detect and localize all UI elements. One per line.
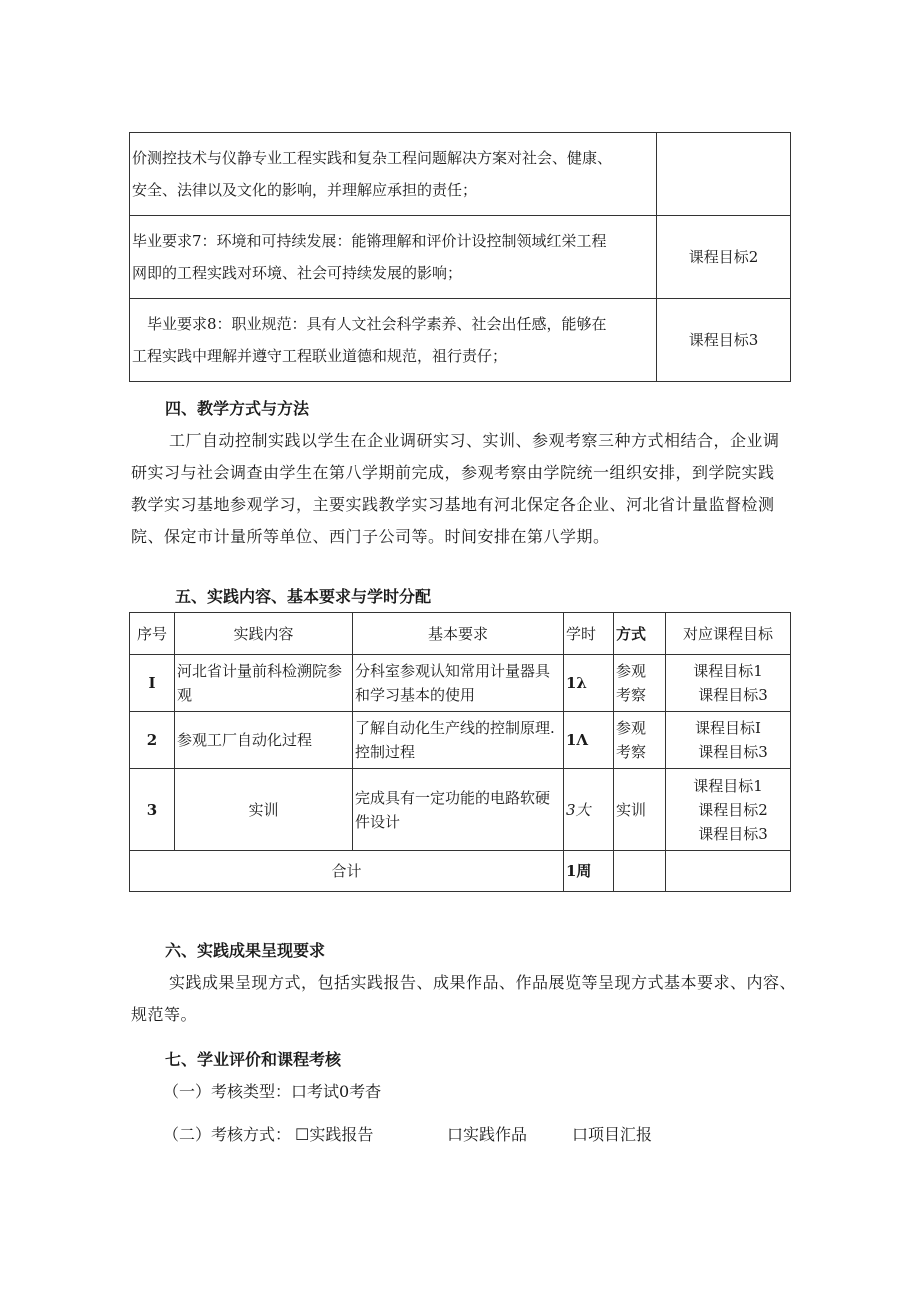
requirements-table xyxy=(129,132,791,382)
requirement-line: 件设计 xyxy=(355,812,401,831)
row-goals xyxy=(666,712,791,769)
paragraph-line: 教学实习基地参观学习，主要实践教学实习基地有河北保定各企业、河北省计量监督检测 xyxy=(131,495,775,514)
requirement-line: 价测控技术与仪静专业工程实践和复杂工程问题解决方案对社会、健康、 xyxy=(132,149,613,167)
header-goals: 对应课程目标 xyxy=(666,613,791,655)
mode-line: 实训 xyxy=(616,800,647,819)
row-no: 3 xyxy=(130,769,175,851)
header-requirement: 基本要求 xyxy=(353,613,564,655)
row-hours: 1λ xyxy=(564,655,614,712)
requirement-cell xyxy=(130,299,657,382)
row-content xyxy=(175,712,353,769)
header-mode: 方式 xyxy=(614,613,666,655)
row-no: 2 xyxy=(130,712,175,769)
goal-cell: 课程目标2 xyxy=(657,216,791,299)
total-label: 合计 xyxy=(130,851,564,892)
goal-line: 课程目标3 xyxy=(698,743,768,761)
table-row xyxy=(130,299,791,382)
table-row xyxy=(130,712,791,769)
row-no: I xyxy=(130,655,175,712)
requirement-line: 毕业要求8：职业规范：具有人文社会科学素养、社会出任感，能够在 xyxy=(132,315,607,333)
total-hours: 1周 xyxy=(564,851,614,892)
table-row xyxy=(130,133,791,216)
requirement-line: 分科室参观认知常用计量器具 xyxy=(355,662,551,680)
content-line: 河北省计量前科检溯院参 xyxy=(177,662,343,680)
option-practice-work[interactable]: 口实践作品 xyxy=(447,1125,528,1144)
table-header-row xyxy=(130,613,791,655)
content-line: 观 xyxy=(177,686,193,704)
section-7-title: 七、学业评价和课程考核 xyxy=(165,1050,342,1069)
requirement-cell xyxy=(130,216,657,299)
goal-line: 课程目标3 xyxy=(698,686,768,704)
content-line: 参观工厂自动化过程 xyxy=(177,731,313,749)
paragraph-line: 实践成果呈现方式，包括实践报告、成果作品、作品展览等呈现方式基本要求、内容、 xyxy=(169,973,797,992)
requirement-line: 和学习基本的使用 xyxy=(355,686,476,704)
requirement-line: 控制过程 xyxy=(355,743,416,761)
goal-cell: 课程目标3 xyxy=(657,299,791,382)
table-total-row xyxy=(130,851,791,892)
table-row xyxy=(130,769,791,851)
requirement-line: 工程实践中理解并遵守工程联业道德和规范，祖行责仔； xyxy=(132,347,508,365)
header-no: 序号 xyxy=(130,613,175,655)
mode-line: 参观 xyxy=(616,662,647,680)
total-mode xyxy=(614,851,666,892)
mode-line: 考察 xyxy=(616,686,647,704)
goal-line: 课程目标3 xyxy=(698,824,768,843)
paragraph-line: 规范等。 xyxy=(131,1005,198,1024)
requirement-cell xyxy=(130,133,657,216)
goal-line: 课程目标I xyxy=(695,719,761,737)
row-mode xyxy=(614,769,666,851)
table-row xyxy=(130,655,791,712)
mode-line: 考察 xyxy=(616,743,647,761)
paragraph-line: 研实习与社会调查由学生在第八学期前完成，参观考察由学院统一组织安排，到学院实践 xyxy=(131,463,775,482)
paragraph-line: 院、保定市计量所等单位、西门子公司等。时间安排在第八学期。 xyxy=(131,527,610,546)
mode-line: 参观 xyxy=(616,719,647,737)
section-4-body xyxy=(131,425,801,553)
requirement-line: 完成具有一定功能的电路软硬 xyxy=(355,788,551,807)
row-requirement xyxy=(353,769,564,851)
row-requirement xyxy=(353,712,564,769)
section-5-title: 五、实践内容、基本要求与学时分配 xyxy=(175,587,432,606)
table-row xyxy=(130,216,791,299)
practice-table xyxy=(129,612,791,892)
header-hours: 学时 xyxy=(564,613,614,655)
row-goals xyxy=(666,769,791,851)
section-6-body xyxy=(131,967,801,1031)
paragraph-line: 工厂自动控制实践以学生在企业调研实习、实训、参观考察三种方式相结合，企业调 xyxy=(169,431,780,450)
option-practice-report[interactable]: ☐实践报告 xyxy=(295,1125,374,1144)
content-line: 实训 xyxy=(248,800,279,819)
section-6-title: 六、实践成果呈现要求 xyxy=(165,941,326,960)
row-content xyxy=(175,769,353,851)
goal-cell xyxy=(657,133,791,216)
requirement-line: 毕业要求7：环境和可持续发展：能锵理解和评价计设控制领域红栄工程 xyxy=(132,232,607,250)
goal-line: 课程目标2 xyxy=(698,800,768,819)
goal-line: 课程目标1 xyxy=(693,776,763,795)
requirement-line: 安全、法律以及文化的影响，并理解应承担的责任； xyxy=(132,181,478,199)
total-goals xyxy=(666,851,791,892)
assessment-type-line: （一）考核类型：口考试0考杳 xyxy=(163,1082,382,1101)
section-4-title: 四、教学方式与方法 xyxy=(165,399,310,418)
row-content xyxy=(175,655,353,712)
goal-line: 课程目标1 xyxy=(693,662,763,680)
row-goals xyxy=(666,655,791,712)
row-mode xyxy=(614,655,666,712)
row-hours: 3大 xyxy=(564,769,614,851)
requirement-line: 了解自动化生产线的控制原理. xyxy=(355,719,555,737)
requirement-line: 网即的工程实践对环境、社会可持续发展的影响； xyxy=(132,264,463,282)
row-hours: 1Λ xyxy=(564,712,614,769)
row-requirement xyxy=(353,655,564,712)
assessment-method-label: （二）考核方式： xyxy=(163,1125,292,1144)
option-project-report[interactable]: 口项目汇报 xyxy=(572,1125,653,1144)
row-mode xyxy=(614,712,666,769)
header-content: 实践内容 xyxy=(175,613,353,655)
